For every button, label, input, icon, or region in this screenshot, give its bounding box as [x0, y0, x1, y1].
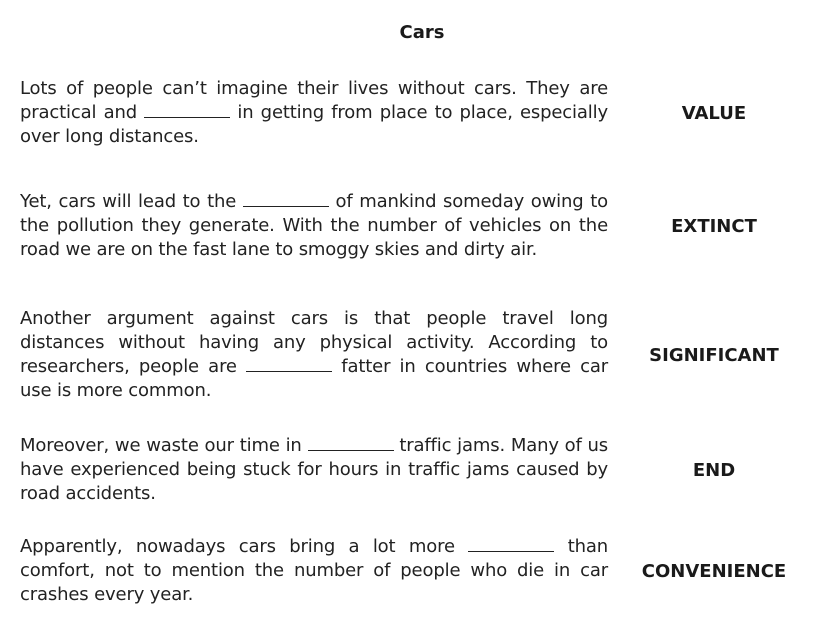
passage-text	[20, 535, 608, 607]
exercise-item-4	[20, 431, 820, 509]
answer-blank[interactable]	[246, 355, 332, 372]
passage-before: Moreover, we waste our time in	[20, 435, 302, 456]
keyword: SIGNIFICANT	[649, 344, 779, 366]
passage-after: traffic jams. Many of us have experienced being stuck for hours in traffic jams caused by road accidents.	[20, 435, 608, 504]
passage-before: Lots of people can’t imagine their lives without cars. They are practical and	[20, 78, 608, 123]
answer-blank[interactable]	[308, 434, 394, 451]
passage-before: Another argument against cars is that people travel long distances without having any physical activity. According to researchers, people are	[20, 308, 608, 377]
keyword: CONVENIENCE	[641, 560, 787, 582]
exercise-item-2	[20, 175, 820, 277]
passage-before: Yet, cars will lead to the	[20, 191, 237, 212]
page-title: Cars	[399, 22, 445, 43]
keyword: EXTINCT	[671, 215, 757, 237]
passage-text	[20, 77, 608, 149]
answer-blank[interactable]	[243, 190, 329, 207]
exercise-item-1	[20, 74, 820, 152]
keyword: END	[692, 459, 736, 481]
exercise-item-5	[20, 532, 820, 610]
answer-blank[interactable]	[144, 101, 230, 118]
exercise-item-3	[20, 304, 820, 406]
passage-before: Apparently, nowadays cars bring a lot more	[20, 536, 455, 557]
keyword: VALUE	[681, 102, 747, 124]
passage-after: in getting from place to place, especially over long distances.	[20, 102, 608, 147]
passage-text	[20, 190, 608, 262]
passage-after: than comfort, not to mention the number of people who die in car crashes every year.	[20, 536, 608, 605]
passage-after: fatter in countries where car use is more common.	[20, 356, 608, 401]
passage-after: of mankind someday owing to the pollution they generate. With the number of vehicles on the road we are on the fast lane to smoggy skies and dirty air.	[20, 191, 608, 260]
answer-blank[interactable]	[468, 535, 554, 552]
passage-text	[20, 434, 608, 506]
passage-text	[20, 307, 608, 403]
